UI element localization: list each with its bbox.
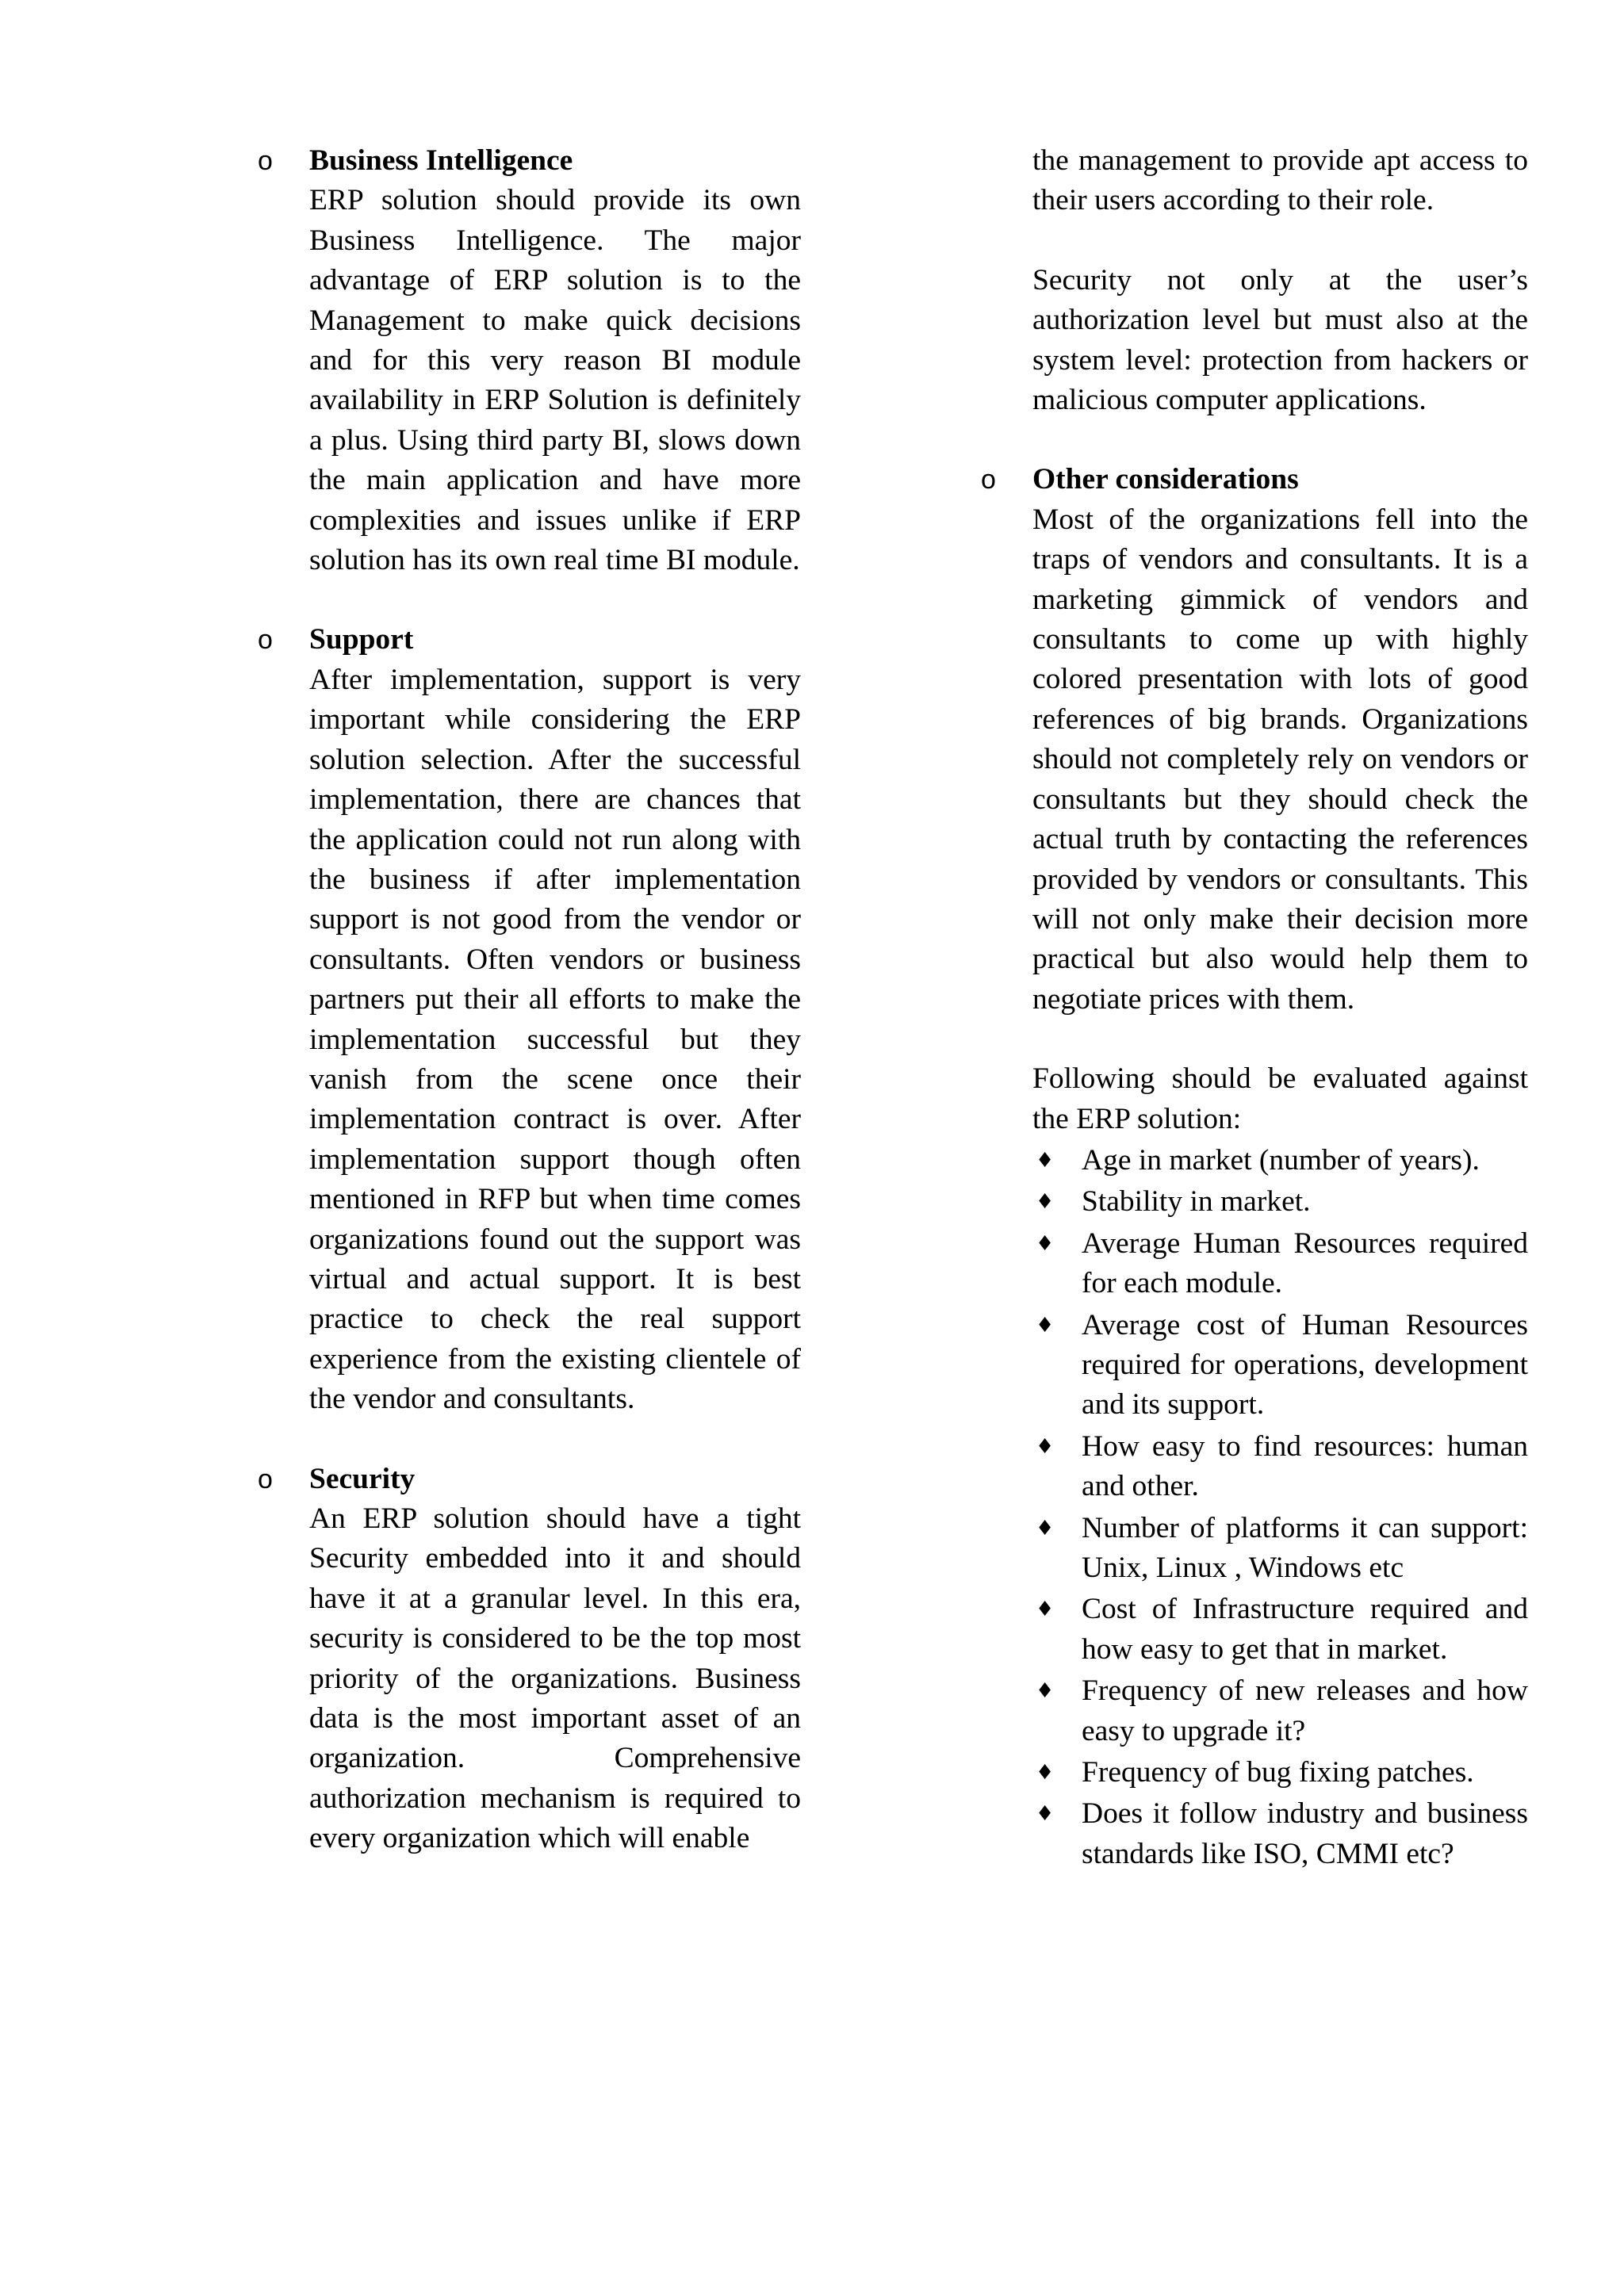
diamond-bullet-icon: ♦ [1036, 1434, 1055, 1459]
list-item-text: Frequency of bug fixing patches. [1082, 1756, 1474, 1789]
list-item [1032, 1753, 1528, 1793]
diamond-bullet-icon: ♦ [1036, 1148, 1055, 1173]
section-heading: Other considerations [1032, 463, 1299, 496]
continuation-paragraph: Security not only at the user’s authorization level but must also at the system level: protection from hackers or malicious computer applications. [1032, 263, 1528, 417]
security-continuation [981, 141, 1528, 420]
diamond-bullet-icon: ♦ [1036, 1598, 1055, 1622]
section-paragraph: After implementation, support is very important while considering the ERP solution selection. After the successful implementation, there are chances that the application could not run along with the business if after implementation support is not good from the vendor or consultants. Often vendors or business partners put their all efforts to make the implementation successful but they vanish from the scene once their implementation contract is over. After implementation support though often mentioned in RFP but when time comes organizations found out the support was virtual and actual support. It is best practice to check the real support experience from the existing clientele of the vendor and consultants. [309, 663, 801, 1416]
diamond-bullet-icon: ♦ [1036, 1679, 1055, 1704]
circle-bullet-icon: o [258, 146, 273, 176]
list-item-text: Average Human Resources required for each module. [1082, 1226, 1528, 1300]
section-support [258, 620, 801, 1419]
diamond-bullet-icon: ♦ [1036, 1761, 1055, 1785]
circle-bullet-icon: o [981, 465, 996, 496]
section-other-considerations [981, 460, 1528, 1874]
right-column [981, 141, 1528, 1874]
section-paragraph: Most of the organizations fell into the traps of vendors and consultants. It is a marketing gimmick of vendors and consultants to come up with highly colored presentation with lots of good references of big brands. Organizations should not completely rely on vendors or consultants but they should check the actual truth by contacting the references provided by vendors or consultants. This will not only make their decision more practical but also would help them to negotiate prices with them. [1032, 503, 1528, 1016]
list-item [1032, 1671, 1528, 1751]
list-item-text: Number of platforms it can support: Unix, Linux , Windows etc [1082, 1511, 1528, 1584]
diamond-bullet-icon: ♦ [1036, 1190, 1055, 1215]
evaluation-list [1032, 1141, 1528, 1874]
section-business-intelligence [258, 141, 801, 580]
list-item [1032, 1306, 1528, 1425]
list-intro: Following should be evaluated against the ERP solution: [1032, 1062, 1528, 1135]
diamond-bullet-icon: ♦ [1036, 1516, 1055, 1540]
list-item [1032, 1794, 1528, 1874]
list-item-text: Cost of Infrastructure required and how easy to get that in market. [1082, 1593, 1528, 1666]
diamond-bullet-icon: ♦ [1036, 1231, 1055, 1256]
section-heading: Business Intelligence [309, 144, 573, 177]
continuation-paragraph: the management to provide apt access to their users according to their role. [1032, 144, 1528, 217]
diamond-bullet-icon: ♦ [1036, 1802, 1055, 1827]
list-item-text: Frequency of new releases and how easy to upgrade it? [1082, 1674, 1528, 1747]
list-item [1032, 1224, 1528, 1304]
list-item [1032, 1141, 1528, 1181]
list-item [1032, 1427, 1528, 1507]
list-item [1032, 1509, 1528, 1589]
list-item-text: How easy to find resources: human and other. [1082, 1429, 1528, 1503]
diamond-bullet-icon: ♦ [1036, 1313, 1055, 1337]
list-item [1032, 1182, 1528, 1222]
left-column [258, 141, 801, 1859]
list-item-text: Age in market (number of years). [1082, 1143, 1480, 1177]
list-item [1032, 1590, 1528, 1670]
circle-bullet-icon: o [258, 625, 273, 656]
list-item-text: Stability in market. [1082, 1185, 1311, 1219]
circle-bullet-icon: o [258, 1464, 273, 1494]
section-security [258, 1460, 801, 1859]
list-item-text: Average cost of Human Resources required for operations, development and its support. [1082, 1308, 1528, 1422]
section-heading: Support [309, 623, 414, 656]
section-paragraph: ERP solution should provide its own Business Intelligence. The major advantage of ERP solution is to the Management to make quick decisions and for this very reason BI module availability in ERP Solution is definitely a plus. Using third party BI, slows down the main application and have more complexities and issues unlike if ERP solution has its own real time BI module. [309, 184, 801, 577]
list-item-text: Does it follow industry and business standards like ISO, CMMI etc? [1082, 1797, 1528, 1870]
section-heading: Security [309, 1462, 416, 1495]
section-paragraph: An ERP solution should have a tight Security embedded into it and should have it at a granular level. In this era, security is considered to be the top most priority of the organizations. Business data is the most important asset of an organization. Comprehensive authorization mechanism is required to every organization which will enable [309, 1502, 801, 1855]
